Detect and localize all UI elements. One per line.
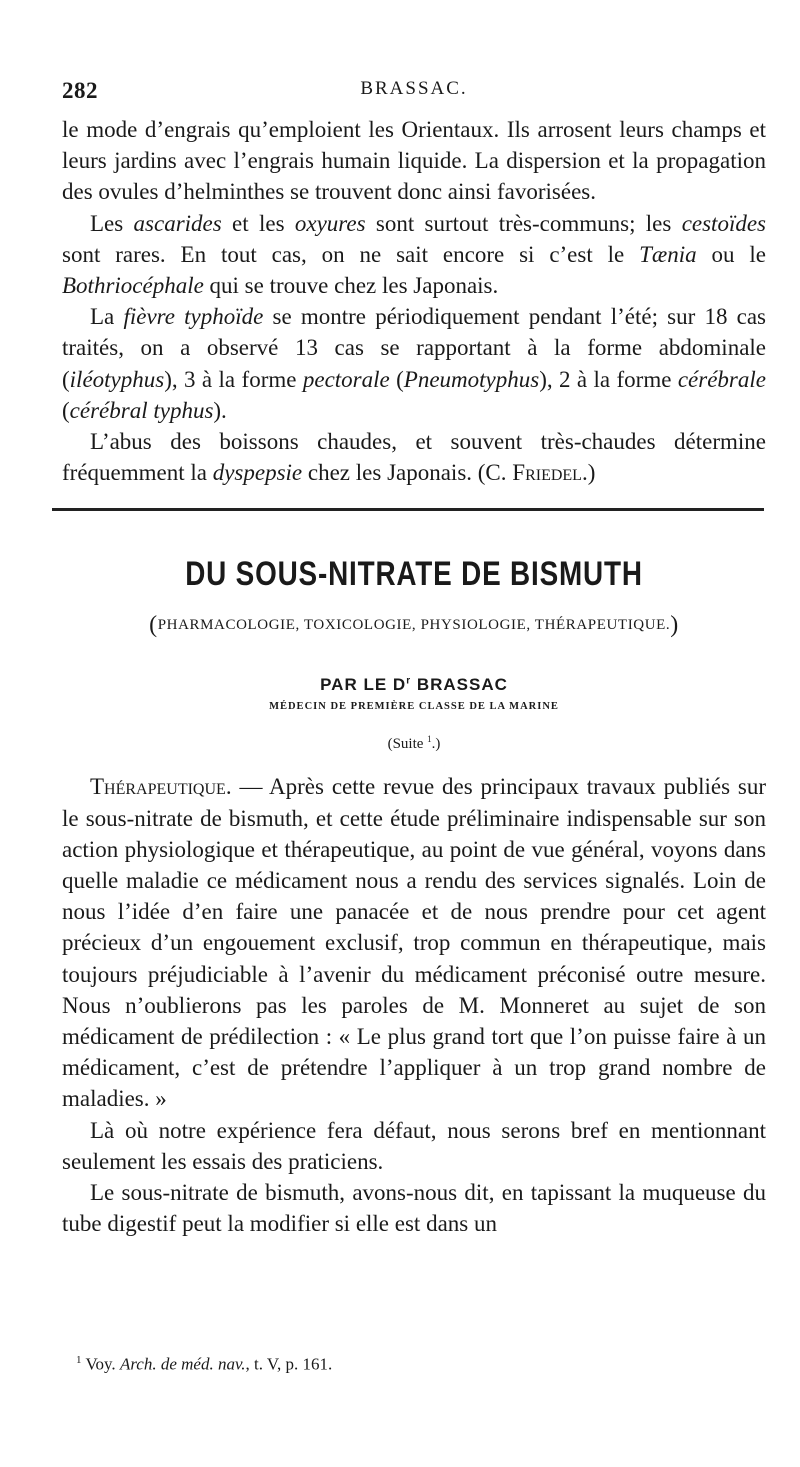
subtitle-text: PHARMACOLOGIE, TOXICOLOGIE, PHYSIOLOGIE, THÉRAPEUTIQUE. bbox=[157, 617, 671, 634]
italic-term: cestoïdes bbox=[681, 210, 766, 236]
text-run: sont surtout très-communs; les bbox=[365, 210, 682, 236]
intro-paragraph-1: le mode d’engrais qu’emploient les Orientaux. Ils arrosent leurs champs et leurs jardins avec l’engrais humain liquide. La dispersion et la propagation des ovules d’helminthes se trouvent donc ainsi favorisées. bbox=[62, 117, 766, 205]
italic-term: cérébral typhus bbox=[69, 397, 214, 423]
intro-paragraph-3 bbox=[62, 301, 766, 426]
byline bbox=[62, 675, 766, 695]
byline-text: PAR LE D bbox=[320, 675, 407, 695]
author-name: BRASSAC bbox=[411, 675, 508, 695]
italic-term: ascarides bbox=[133, 210, 222, 236]
italic-term: Bothriocéphale bbox=[62, 273, 204, 299]
paren-close: ) bbox=[670, 612, 679, 639]
text-run: L’abus des boissons chaudes, et souvent très-chaudes détermine fréquemment la bbox=[62, 429, 766, 486]
text-run: Voy. bbox=[81, 1354, 120, 1374]
italic-term: iléotyphus bbox=[69, 366, 165, 392]
text-run: .) bbox=[581, 460, 596, 486]
text-run: ( bbox=[62, 397, 70, 423]
continuation-note bbox=[62, 734, 766, 753]
footnote bbox=[76, 1354, 332, 1375]
article-title: DU SOUS-NITRATE DE BISMUTH bbox=[185, 555, 643, 594]
text-run: La bbox=[90, 304, 124, 330]
italic-term: fièvre typhoïde bbox=[123, 304, 264, 330]
body-paragraph-1 bbox=[62, 771, 766, 1114]
paren-open: ( bbox=[149, 612, 158, 639]
intro-paragraph-2 bbox=[62, 208, 766, 302]
italic-term: cérébrale bbox=[677, 366, 766, 392]
text-run: ). bbox=[213, 397, 227, 423]
running-head bbox=[62, 78, 766, 114]
page-number: 282 bbox=[62, 78, 98, 103]
body-paragraph-2: Là où notre expérience fera défaut, nous serons bref en mentionnant seulement les essais des praticiens. bbox=[62, 1117, 766, 1174]
text-run: se montre périodiquement pendant l’été; sur 18 cas traités, on a observé 13 cas se rapportant à la forme abdominale ( bbox=[62, 304, 767, 392]
running-title: BRASSAC. bbox=[360, 78, 468, 99]
section-divider bbox=[52, 508, 764, 511]
text-run: — Après cette revue des principaux travaux publiés sur le sous-nitrate de bismuth, et cette étude préliminaire indispensable sur son action physiologique et thérapeutique, au point de vue général, voyons dans quelle maladie ce médicament nous a rendu des services signalés. Loin de nous l’idée d’en faire une panacée et de nous prendre pour cet agent précieux d’un engouement exclusif, trop commun en thérapeutique, mais toujours préjudiciable à l’avenir du médicament préconisé outre mesure. Nous n’oublierons pas les paroles de M. Monneret au sujet de son médicament de prédilection : « Le plus grand tort que l’on puisse faire à un médicament, c’est de prétendre l’appliquer à un trop grand nombre de maladies. » bbox=[62, 774, 766, 1112]
text-run: sont rares. En tout cas, on ne sait encore si c’est le bbox=[62, 241, 640, 267]
suite-text: .) bbox=[431, 736, 441, 753]
suite-text: (Suite bbox=[387, 736, 428, 753]
footnote-mark: 1 bbox=[76, 1354, 82, 1366]
text-run: ), 2 à la forme bbox=[539, 366, 678, 392]
italic-term: dyspepsie bbox=[212, 460, 303, 486]
italic-term: oxyures bbox=[294, 210, 366, 236]
text-run: Les bbox=[90, 210, 134, 236]
italic-term: Pneumotyphus bbox=[403, 366, 540, 392]
text-run: , t. V, p. 161. bbox=[245, 1354, 333, 1374]
text-run: ou le bbox=[696, 241, 766, 267]
intro-paragraph-4 bbox=[62, 426, 766, 488]
text-run: qui se trouve chez les Japonais. bbox=[203, 273, 499, 299]
page bbox=[62, 78, 767, 1374]
author-name: Friedel bbox=[512, 460, 582, 486]
italic-term: Tænia bbox=[639, 241, 697, 267]
text-run: chez les Japonais. (C. bbox=[302, 460, 513, 486]
text-run: et les bbox=[221, 210, 295, 236]
section-lead: Thérapeutique. bbox=[90, 774, 232, 800]
author-affiliation: MÉDECIN DE PREMIÈRE CLASSE DE LA MARINE bbox=[269, 701, 559, 713]
article-subtitle bbox=[62, 612, 766, 639]
body-paragraph-3: Le sous-nitrate de bismuth, avons-nous dit, en tapissant la muqueuse du tube digestif peut la modifier si elle est dans un bbox=[62, 1180, 766, 1237]
italic-term: pectorale bbox=[302, 366, 390, 392]
citation: Arch. de méd. nav. bbox=[119, 1354, 246, 1374]
text-run: ), 3 à la forme bbox=[164, 366, 303, 392]
text-run: ( bbox=[389, 366, 404, 392]
footnote-ref: 1 bbox=[427, 734, 432, 745]
byline-sup: r bbox=[406, 675, 412, 687]
